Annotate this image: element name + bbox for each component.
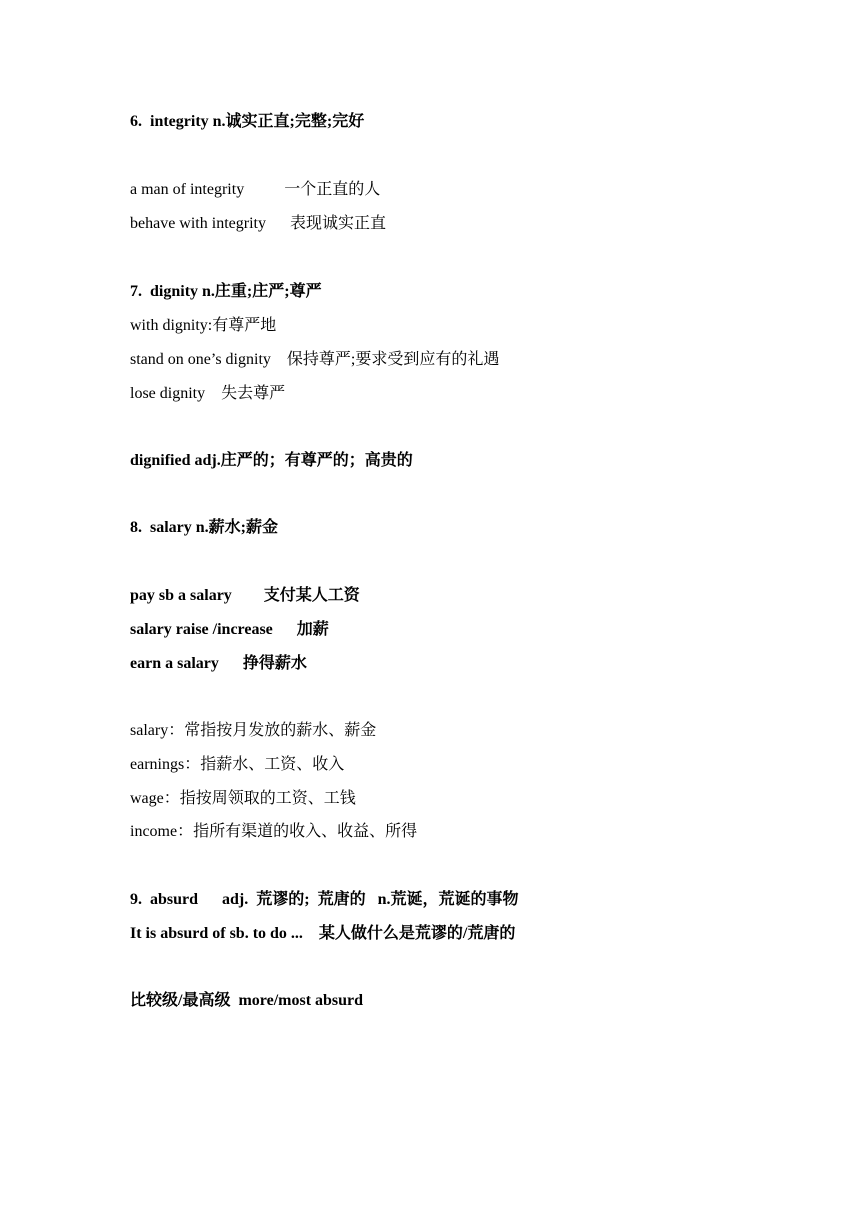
phrase-line: pay sb a salary 支付某人工资 xyxy=(130,587,360,604)
definition-line: earnings：指薪水、工资、收入 xyxy=(130,756,345,773)
phrase-line: with dignity:有尊严地 xyxy=(130,317,277,334)
phrase-line: stand on one’s dignity 保持尊严;要求受到应有的礼遇 xyxy=(130,351,500,368)
definition-line: wage：指按周领取的工资、工钱 xyxy=(130,790,356,807)
definition-line: salary：常指按月发放的薪水、薪金 xyxy=(130,722,377,739)
entry-heading-salary: 8. salary n.薪水;薪金 xyxy=(130,519,279,536)
phrase-line: salary raise /increase 加薪 xyxy=(130,621,329,638)
phrase-line: lose dignity 失去尊严 xyxy=(130,385,286,402)
phrase-line: earn a salary 挣得薪水 xyxy=(130,655,307,672)
phrase-line: 比较级/最高级 more/most absurd xyxy=(130,992,364,1009)
phrase-line: a man of integrity 一个正直的人 xyxy=(130,181,381,198)
entry-heading-integrity: 6. integrity n.诚实正直;完整;完好 xyxy=(130,113,365,130)
definition-line: income：指所有渠道的收入、收益、所得 xyxy=(130,823,418,840)
entry-heading-absurd: 9. absurd adj. 荒谬的; 荒唐的 n.荒诞，荒诞的事物 xyxy=(130,891,519,908)
entry-heading-dignity: 7. dignity n.庄重;庄严;尊严 xyxy=(130,283,322,300)
entry-heading-dignified: dignified adj.庄严的；有尊严的；高贵的 xyxy=(130,452,413,469)
phrase-line: It is absurd of sb. to do ... 某人做什么是荒谬的/荒唐的 xyxy=(130,925,516,942)
phrase-line: behave with integrity 表现诚实正直 xyxy=(130,215,386,232)
